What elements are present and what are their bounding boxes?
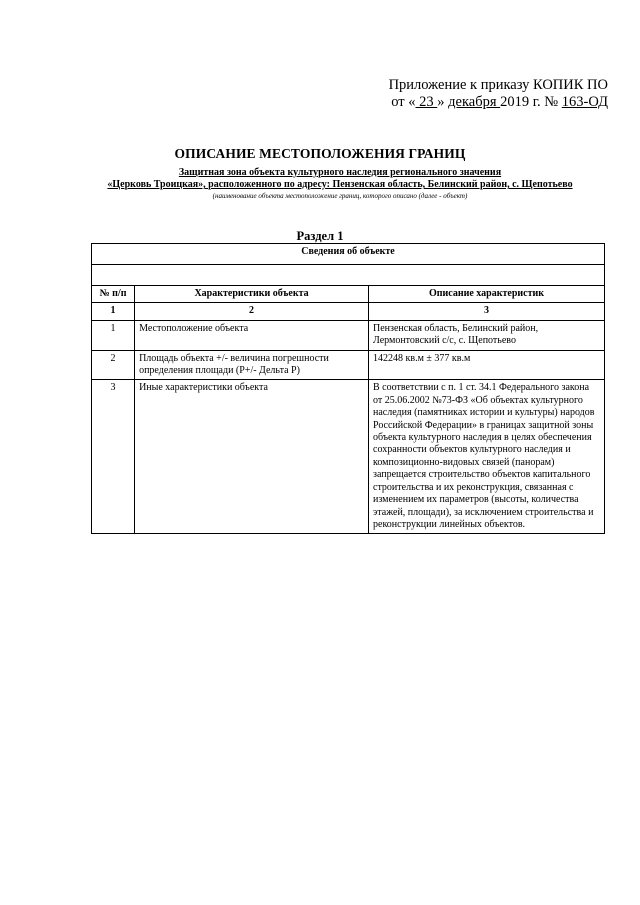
column-header-characteristic: Характеристики объекта — [135, 286, 369, 303]
object-name — [60, 167, 620, 191]
date-prefix: от « — [391, 94, 416, 110]
section-title: Раздел 1 — [296, 229, 344, 243]
table-title: Сведения об объекте — [92, 244, 605, 265]
object-name-caption: (наименование объекта местоположение границ, которого описано (далее - объект) — [212, 192, 468, 200]
date-mid: » — [437, 94, 449, 110]
table-row — [92, 380, 605, 534]
order-year: 2019 г. № — [500, 94, 562, 110]
column-header-description: Описание характеристик — [369, 286, 605, 303]
row-number: 3 — [92, 380, 135, 534]
object-info-table — [91, 243, 605, 534]
column-header-row — [92, 286, 605, 303]
table-title-row — [92, 244, 605, 265]
row-description: 142248 кв.м ± 377 кв.м — [369, 350, 605, 380]
order-reference-line2 — [389, 94, 608, 111]
row-characteristic: Площадь объекта +/- величина погрешности определения площади (P+/- Дельта P) — [135, 350, 369, 380]
column-number: 2 — [135, 303, 369, 320]
blank-cell — [92, 265, 605, 286]
column-header-num: № п/п — [92, 286, 135, 303]
row-description: В соответствии с п. 1 ст. 34.1 Федерального закона от 25.06.2002 №73-ФЗ «Об объектах культурного наследия (памятниках истории и культуры) народов Российской Федерации» в границах защитной зоны объекта культурного наследия в целях обеспечения сохранности объектов культурного наследия и композиционно-видовых связей (панорам) запрещается строительство объектов капитального строительства и их реконструкция, связанная с изменением их параметров (высоты, количества этажей, площади), за исключением строительства и реконструкции линейных объектов. — [369, 380, 605, 534]
column-number-row — [92, 303, 605, 320]
row-number: 1 — [92, 320, 135, 350]
object-name-line1: Защитная зона объекта культурного наследия регионального значения — [178, 167, 502, 178]
row-number: 2 — [92, 350, 135, 380]
order-day: 23 — [415, 94, 438, 110]
order-number: 163-ОД — [561, 94, 608, 110]
order-reference-line1: Приложение к приказу КОПИК ПО — [388, 77, 608, 93]
blank-row — [92, 265, 605, 286]
table-row — [92, 350, 605, 380]
column-number: 1 — [92, 303, 135, 320]
object-name-line2: «Церковь Троицкая», расположенного по адресу: Пензенская область, Белинский район, с. Щепотьево — [107, 179, 573, 190]
row-characteristic: Местоположение объекта — [135, 320, 369, 350]
column-number: 3 — [369, 303, 605, 320]
table-row — [92, 320, 605, 350]
row-characteristic: Иные характеристики объекта — [135, 380, 369, 534]
order-month: декабря — [448, 94, 501, 110]
row-description: Пензенская область, Белинский район, Лермонтовский с/с, с. Щепотьево — [369, 320, 605, 350]
document-title: ОПИСАНИЕ МЕСТОПОЛОЖЕНИЯ ГРАНИЦ — [174, 146, 466, 161]
order-reference — [389, 77, 608, 111]
